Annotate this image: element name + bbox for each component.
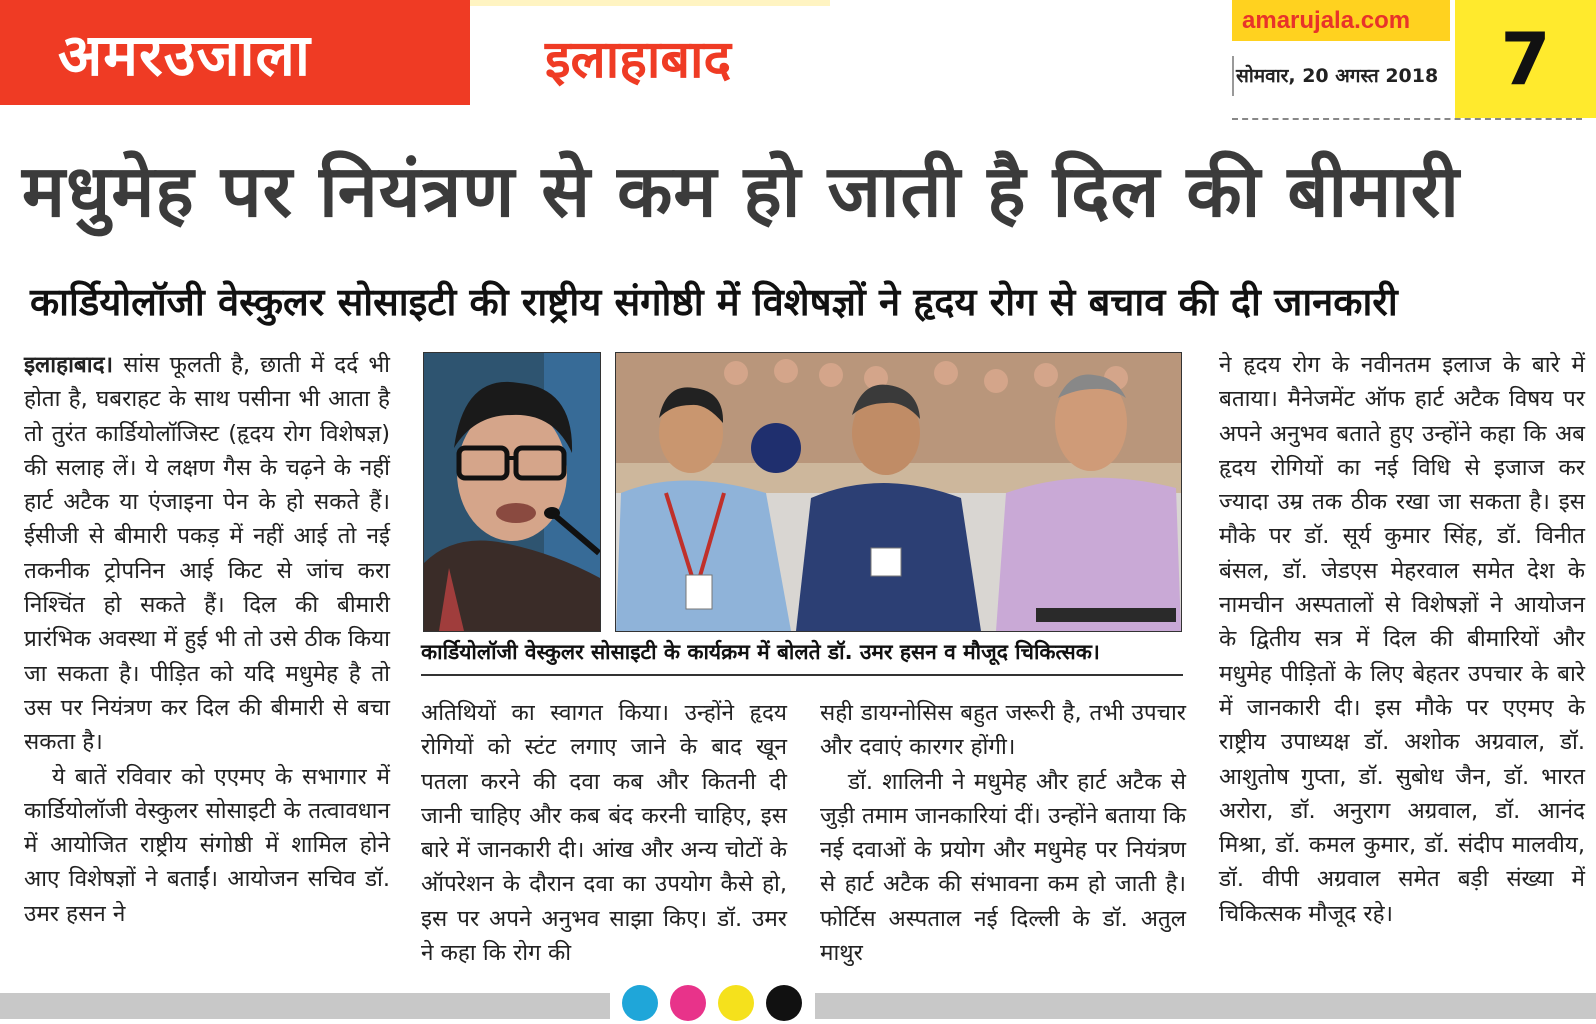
audience-illustration (616, 353, 1181, 631)
article-column-3 (820, 696, 1186, 966)
yellow-swatch (718, 985, 754, 1021)
page-number: 7 (1455, 0, 1596, 118)
subheadline: कार्डियोलॉजी वेस्कुलर सोसाइटी की राष्ट्रीय संगोष्ठी में विशेषज्ञों ने हृदय रोग से बचाव की दी जानकारी (30, 280, 1398, 324)
article-column-1 (24, 348, 390, 958)
paragraph: ये बातें रविवार को एएमए के सभागार में कार्डियोलॉजी वेस्कुलर सोसाइटी के तत्वावधान में आयोजित राष्ट्रीय संगोष्ठी में शामिल होने आए विशेषज्ञों ने बताईं। आयोजन सचिव डॉ. उमर हसन ने (24, 763, 390, 927)
magenta-swatch (670, 985, 706, 1021)
dateline: इलाहाबाद। (24, 352, 114, 378)
paragraph (24, 348, 390, 760)
article-column-4 (1219, 348, 1585, 958)
date-divider (1232, 56, 1234, 96)
article-column-2 (421, 696, 787, 966)
black-swatch (766, 985, 802, 1021)
publication-date: सोमवार, 20 अगस्त 2018 (1236, 65, 1439, 87)
paragraph: ने हृदय रोग के नवीनतम इलाज के बारे में बताया। मैनेजमेंट ऑफ हार्ट अटैक विषय पर अपने अनुभव बताते हुए उन्होंने कहा कि अब हृदय रोगियों का नई विधि से इजाज कर ज्यादा उम्र तक ठीक रखा जा सकता है। इस मौके पर डॉ. सूर्य कुमार सिंह, डॉ. विनीत बंसल, डॉ. जेडएस मेहरवाल समेत देश के नामचीन अस्पतालों से विशेषज्ञों ने आयोजन के द्वितीय सत्र में दिल की बीमारियों और मधुमेह पीड़ितों के लिए बेहतर उपचार के बारे में जानकारी दी। इस मौके पर एएमए के राष्ट्रीय उपाध्यक्ष डॉ. अशोक अग्रवाल, डॉ. आशुतोष गुप्ता, डॉ. सुबोध जैन, डॉ. भारत अरोरा, डॉ. अनुराग अग्रवाल, डॉ. आनंद मिश्रा, डॉ. कमल कुमार, डॉ. संदीप मालवीय, डॉ. वीपी अग्रवाल समेत बड़ी संख्या में चिकित्सक मौजूद रहे। (1219, 352, 1585, 927)
speaker-illustration (424, 353, 600, 631)
edition-name: इलाहाबाद (545, 30, 732, 90)
photo-caption: कार्डियोलॉजी वेस्कुलर सोसाइटी के कार्यक्रम में बोलते डॉ. उमर हसन व मौजूद चिकित्सक। (421, 640, 1100, 664)
paragraph: डॉ. शालिनी ने मधुमेह और हार्ट अटैक से जुड़ी तमाम जानकारियां दीं। उन्होंने बताया कि नई दवाओं के प्रयोग और मधुमेह पर नियंत्रण से हार्ट अटैक की संभावना कम हो जाती है।फोर्टिस अस्पताल नई दिल्ली के डॉ. अतुल माथुर (820, 768, 1186, 967)
dashed-divider (1232, 118, 1582, 120)
caption-divider (421, 674, 1183, 676)
website-label: amarujala.com (1232, 0, 1450, 41)
paragraph-text: सांस फूलती है, छाती में दर्द भी होता है, घबराहट के साथ पसीना भी आता है तो तुरंत कार्डियोलॉजिस्ट (हृदय रोग विशेषज्ञ) की सलाह लें। ये लक्षण गैस के चढ़ने के नहीं हार्ट अटैक या एंजाइना पेन के हो सकते हैं। ईसीजी से बीमारी पकड़ में नहीं आई तो नई तकनीक ट्रोपनिन आई किट से जांच करा निश्चिंत हो सकते हैं। दिल की बीमारी प्रारंभिक अवस्था में हुई भी तो उसे ठीक किया जा सकता है। पीड़ित को यदि मधुमेह है तो उस पर नियंत्रण कर दिल की बीमारी से बचा सकता है। (24, 352, 390, 756)
audience-photo (615, 352, 1182, 632)
newspaper-logo: अमरउजाला (0, 0, 470, 105)
paragraph: अतिथियों का स्वागत किया। उन्होंने हृदय रोगियों को स्टंट लगाए जाने के बाद खून पतला करने की दवा कब और कितनी दी जानी चाहिए और कब बंद करनी चाहिए, इस बारे में जानकारी दी। आंख और अन्य चोटों के ऑपरेशन के दौरान दवा का उपयोग कैसे हो, इस पर अपने अनुभव साझा किए। डॉ. उमर ने कहा कि रोग की (421, 700, 787, 967)
cyan-swatch (622, 985, 658, 1021)
headline: मधुमेह पर नियंत्रण से कम हो जाती है दिल की बीमारी (22, 149, 1460, 233)
paragraph: सही डायग्नोसिस बहुत जरूरी है, तभी उपचार और दवाएं कारगर होंगी। (820, 700, 1186, 761)
speaker-photo (423, 352, 601, 632)
